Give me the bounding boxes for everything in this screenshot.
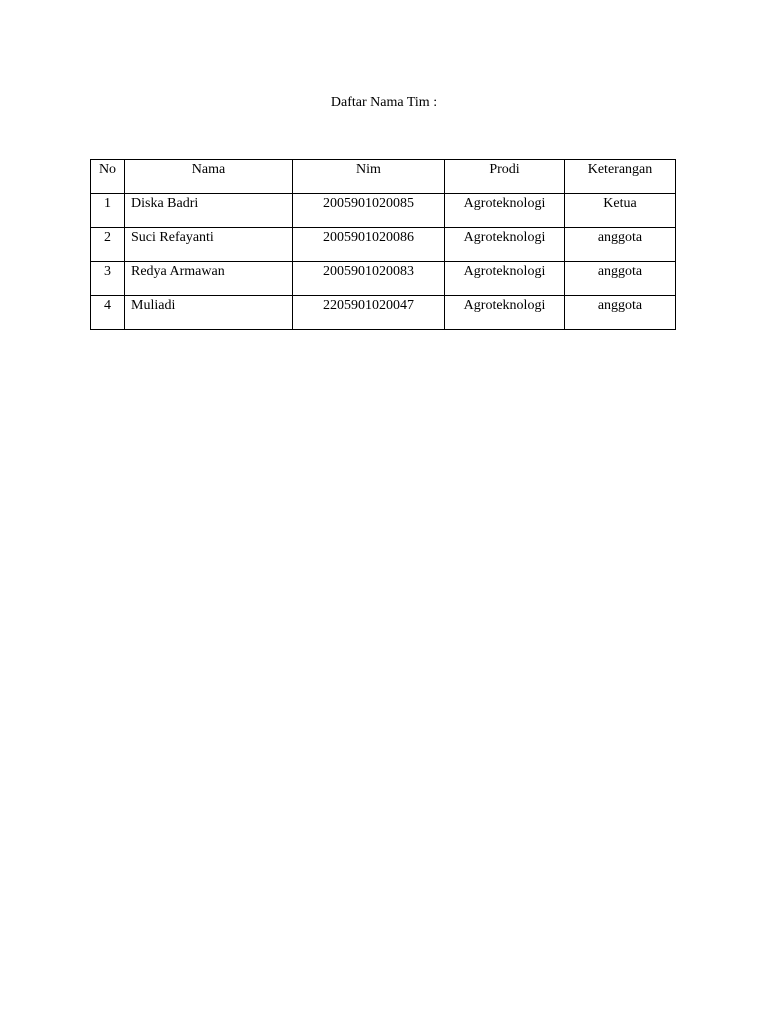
cell-nama: Suci Refayanti: [125, 228, 293, 262]
cell-nim: 2005901020086: [293, 228, 445, 262]
cell-keterangan: anggota: [565, 296, 676, 330]
cell-prodi: Agroteknologi: [445, 228, 565, 262]
header-nama: Nama: [125, 160, 293, 194]
page-title: Daftar Nama Tim :: [330, 95, 438, 110]
cell-nama: Muliadi: [125, 296, 293, 330]
cell-nim: 2205901020047: [293, 296, 445, 330]
cell-nim: 2005901020083: [293, 262, 445, 296]
cell-no: 3: [91, 262, 125, 296]
cell-keterangan: anggota: [565, 228, 676, 262]
cell-prodi: Agroteknologi: [445, 296, 565, 330]
header-nim: Nim: [293, 160, 445, 194]
table-row: [91, 194, 676, 228]
table-row: [91, 228, 676, 262]
cell-keterangan: Ketua: [565, 194, 676, 228]
team-table: [90, 159, 676, 330]
header-no: No: [91, 160, 125, 194]
cell-no: 4: [91, 296, 125, 330]
header-keterangan: Keterangan: [565, 160, 676, 194]
cell-nim: 2005901020085: [293, 194, 445, 228]
cell-nama: Diska Badri: [125, 194, 293, 228]
header-prodi: Prodi: [445, 160, 565, 194]
cell-prodi: Agroteknologi: [445, 194, 565, 228]
table-header-row: [91, 160, 676, 194]
cell-nama: Redya Armawan: [125, 262, 293, 296]
table-row: [91, 262, 676, 296]
cell-keterangan: anggota: [565, 262, 676, 296]
table-row: [91, 296, 676, 330]
cell-prodi: Agroteknologi: [445, 262, 565, 296]
cell-no: 1: [91, 194, 125, 228]
cell-no: 2: [91, 228, 125, 262]
